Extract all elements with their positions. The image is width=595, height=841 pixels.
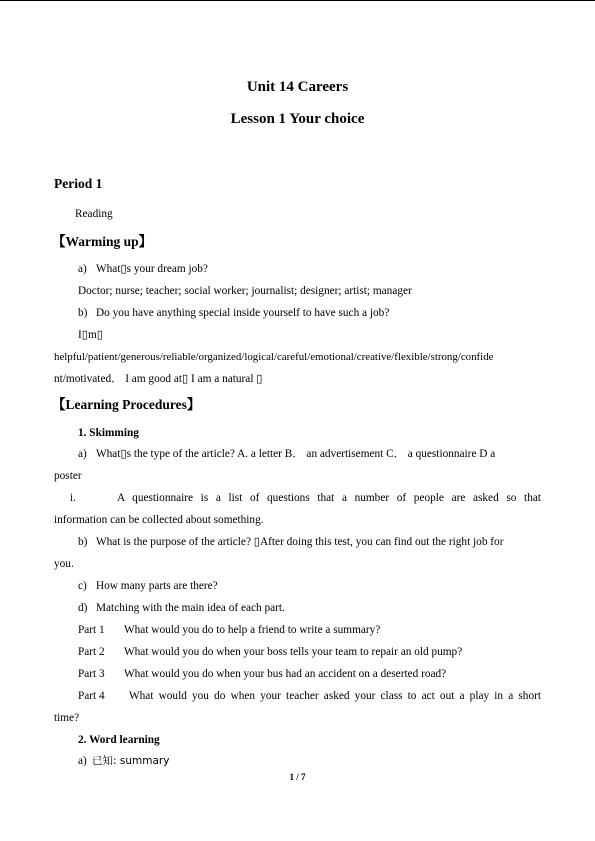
part-text: What would you do when your teacher asked your class to act out a play in a short: [129, 690, 541, 702]
adjectives-line: helpful/patient/generous/reliable/organized/logical/careful/emotional/creative/flexible/strong/confide: [54, 351, 494, 363]
list-marker: c): [78, 580, 87, 592]
warming-up-heading: 【Warming up】: [52, 234, 153, 249]
list-marker: a): [78, 755, 87, 767]
matching-instruction: Matching with the main idea of each part.: [96, 602, 285, 614]
part-label: Part 1: [78, 624, 105, 636]
part-text-cont: time?: [54, 712, 80, 724]
parts-count-question: How many parts are there?: [96, 580, 218, 592]
reading-label: Reading: [75, 208, 113, 220]
jobs-list: Doctor; nurse; teacher; social worker; journalist; designer; artist; manager: [78, 285, 412, 297]
list-marker: b): [78, 307, 88, 319]
learning-procedures-heading: 【Learning Procedures】: [52, 397, 201, 412]
word-learning-heading: 2. Word learning: [78, 734, 160, 746]
part-text: What would you do when your bus had an accident on a deserted road?: [124, 668, 447, 680]
purpose-question: What is the purpose of the article? ▯After doing this test, you can find out the right job for: [96, 536, 504, 548]
i-am-line: I▯m▯: [78, 329, 103, 341]
dream-job-question: What▯s your dream job?: [96, 263, 208, 275]
skimming-heading: 1. Skimming: [78, 427, 139, 439]
part-text: What would you do to help a friend to write a summary?: [124, 624, 381, 636]
period-heading: Period 1: [54, 176, 103, 191]
top-rule: [0, 0, 595, 1]
part-label: Part 3: [78, 668, 105, 680]
special-question: Do you have anything special inside yourself to have such a job?: [96, 307, 390, 319]
list-marker: d): [78, 602, 88, 614]
adjectives-line-end: nt/motivated． I am good at▯ I am a natural ▯: [54, 373, 263, 385]
list-marker: a): [78, 263, 87, 275]
list-marker: i.: [70, 492, 76, 504]
list-marker: b): [78, 536, 88, 548]
questionnaire-definition-cont: information can be collected about something.: [54, 514, 264, 526]
unit-title: Unit 14 Careers: [246, 79, 349, 95]
part-text: What would you do when your boss tells your team to repair an old pump?: [124, 646, 463, 658]
page-number: 1 / 7: [289, 772, 306, 782]
lesson-title: Lesson 1 Your choice: [230, 111, 365, 127]
part-label: Part 4: [78, 690, 105, 702]
article-type-question: What▯s the type of the article? A. a letter B． an advertisement C． a questionnaire D a: [96, 448, 496, 460]
article-type-question-cont: poster: [54, 470, 82, 482]
list-marker: a): [78, 448, 87, 460]
known-words: 已知: summary: [92, 755, 170, 767]
part-label: Part 2: [78, 646, 105, 658]
questionnaire-definition: A questionnaire is a list of questions that a number of people are asked so that: [117, 492, 541, 504]
purpose-question-cont: you.: [54, 558, 74, 570]
